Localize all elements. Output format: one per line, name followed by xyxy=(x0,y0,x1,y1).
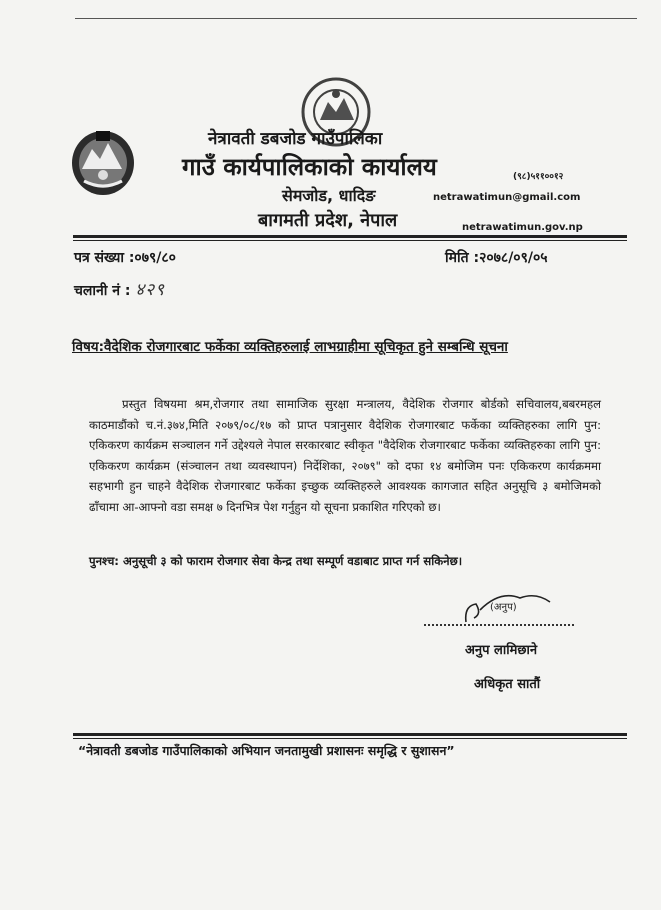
signature-line xyxy=(424,624,574,626)
header-divider xyxy=(73,235,627,238)
province-name: बागमती प्रदेश, नेपाल xyxy=(258,210,398,231)
signature-scrawl-text: (अनुप) xyxy=(490,602,517,613)
footer-divider xyxy=(73,733,627,736)
signatory-name: अनुप लामिछाने xyxy=(465,643,538,658)
postscript: पुनश्च: अनुसूची ३ को फाराम रोजगार सेवा केन्द्र तथा सम्पूर्ण वडाबाट प्राप्त गर्न सकिनेछ। xyxy=(89,554,463,568)
nepal-emblem-icon xyxy=(70,125,136,197)
subject-line: विषय:वैदेशिक रोजगारबाट फर्केका व्यक्तिहरुलाई लाभग्राहीमा सूचिकृत हुने सम्बन्धि सूचना xyxy=(72,339,508,355)
municipality-name: नेत्रावती डबजोड गाउँपालिका xyxy=(208,129,383,149)
office-name: गाउँ कार्यपालिकाको कार्यालय xyxy=(182,153,437,181)
email-address: netrawatimun@gmail.com xyxy=(433,192,581,203)
dispatch-handwritten-number: ४२९ xyxy=(135,280,165,300)
phone-number: (९८)५११००१२ xyxy=(513,172,564,182)
letter-date: मिति :२०७८/०९/०५ xyxy=(445,250,548,266)
footer-divider-thin xyxy=(73,738,627,739)
header-divider-thin xyxy=(73,240,627,241)
letter-number: पत्र संख्या :०७९/८० xyxy=(74,250,176,266)
office-location: सेमजोड, धादिङ xyxy=(282,186,376,205)
notice-body: प्रस्तुत विषयमा श्रम,रोजगार तथा सामाजिक सुरक्षा मन्त्रालय, वैदेशिक रोजगार बोर्डको सचिवालय,बबरमहल काठमाडौंको च.नं.३७४,मिति २०७९/०८/१७ को प्राप्त पत्रानुसार वैदेशिक रोजगारबाट फर्केका व्यक्तिहरुका लागि पुन: एकिकरण कार्यक्रम सञ्चालन गर्ने उद्देश्यले नेपाल सरकारबाट स्वीकृत "वैदेशिक रोजगारबाट फर्केका व्यक्तिहरुका लागि पुन: एकिकरण कार्यक्रम (संञ्चालन तथा व्यवस्थापन) निर्देशिका, २०७९" को दफा १४ बमोजिम पनः एकिकरण कार्यक्रममा सहभागी हुन चाहने वैदेशिक रोजगारबाट फर्केका इच्छुक व्यक्तिहरुले आवश्यक कागजात सहित अनुसूचि ३ बमोजिमको ढाँचामा आ-आफ्नो वडा समक्ष ७ दिनभित्र पेश गर्नुहुन यो सूचना प्रकाशित गरिएको छ। xyxy=(89,397,601,514)
signatory-title: अधिकृत सातौं xyxy=(474,677,541,692)
dispatch-label: चलानी नं : xyxy=(74,283,131,299)
signature-mark xyxy=(460,588,556,628)
page-top-edge xyxy=(75,18,637,19)
website-address: netrawatimun.gov.np xyxy=(462,222,583,233)
dispatch-number xyxy=(74,277,165,300)
footer-motto: “नेत्रावती डबजोड गाउँपालिकाको अभियान जनतामुखी प्रशासनः समृद्धि र सुशासन” xyxy=(78,743,455,758)
